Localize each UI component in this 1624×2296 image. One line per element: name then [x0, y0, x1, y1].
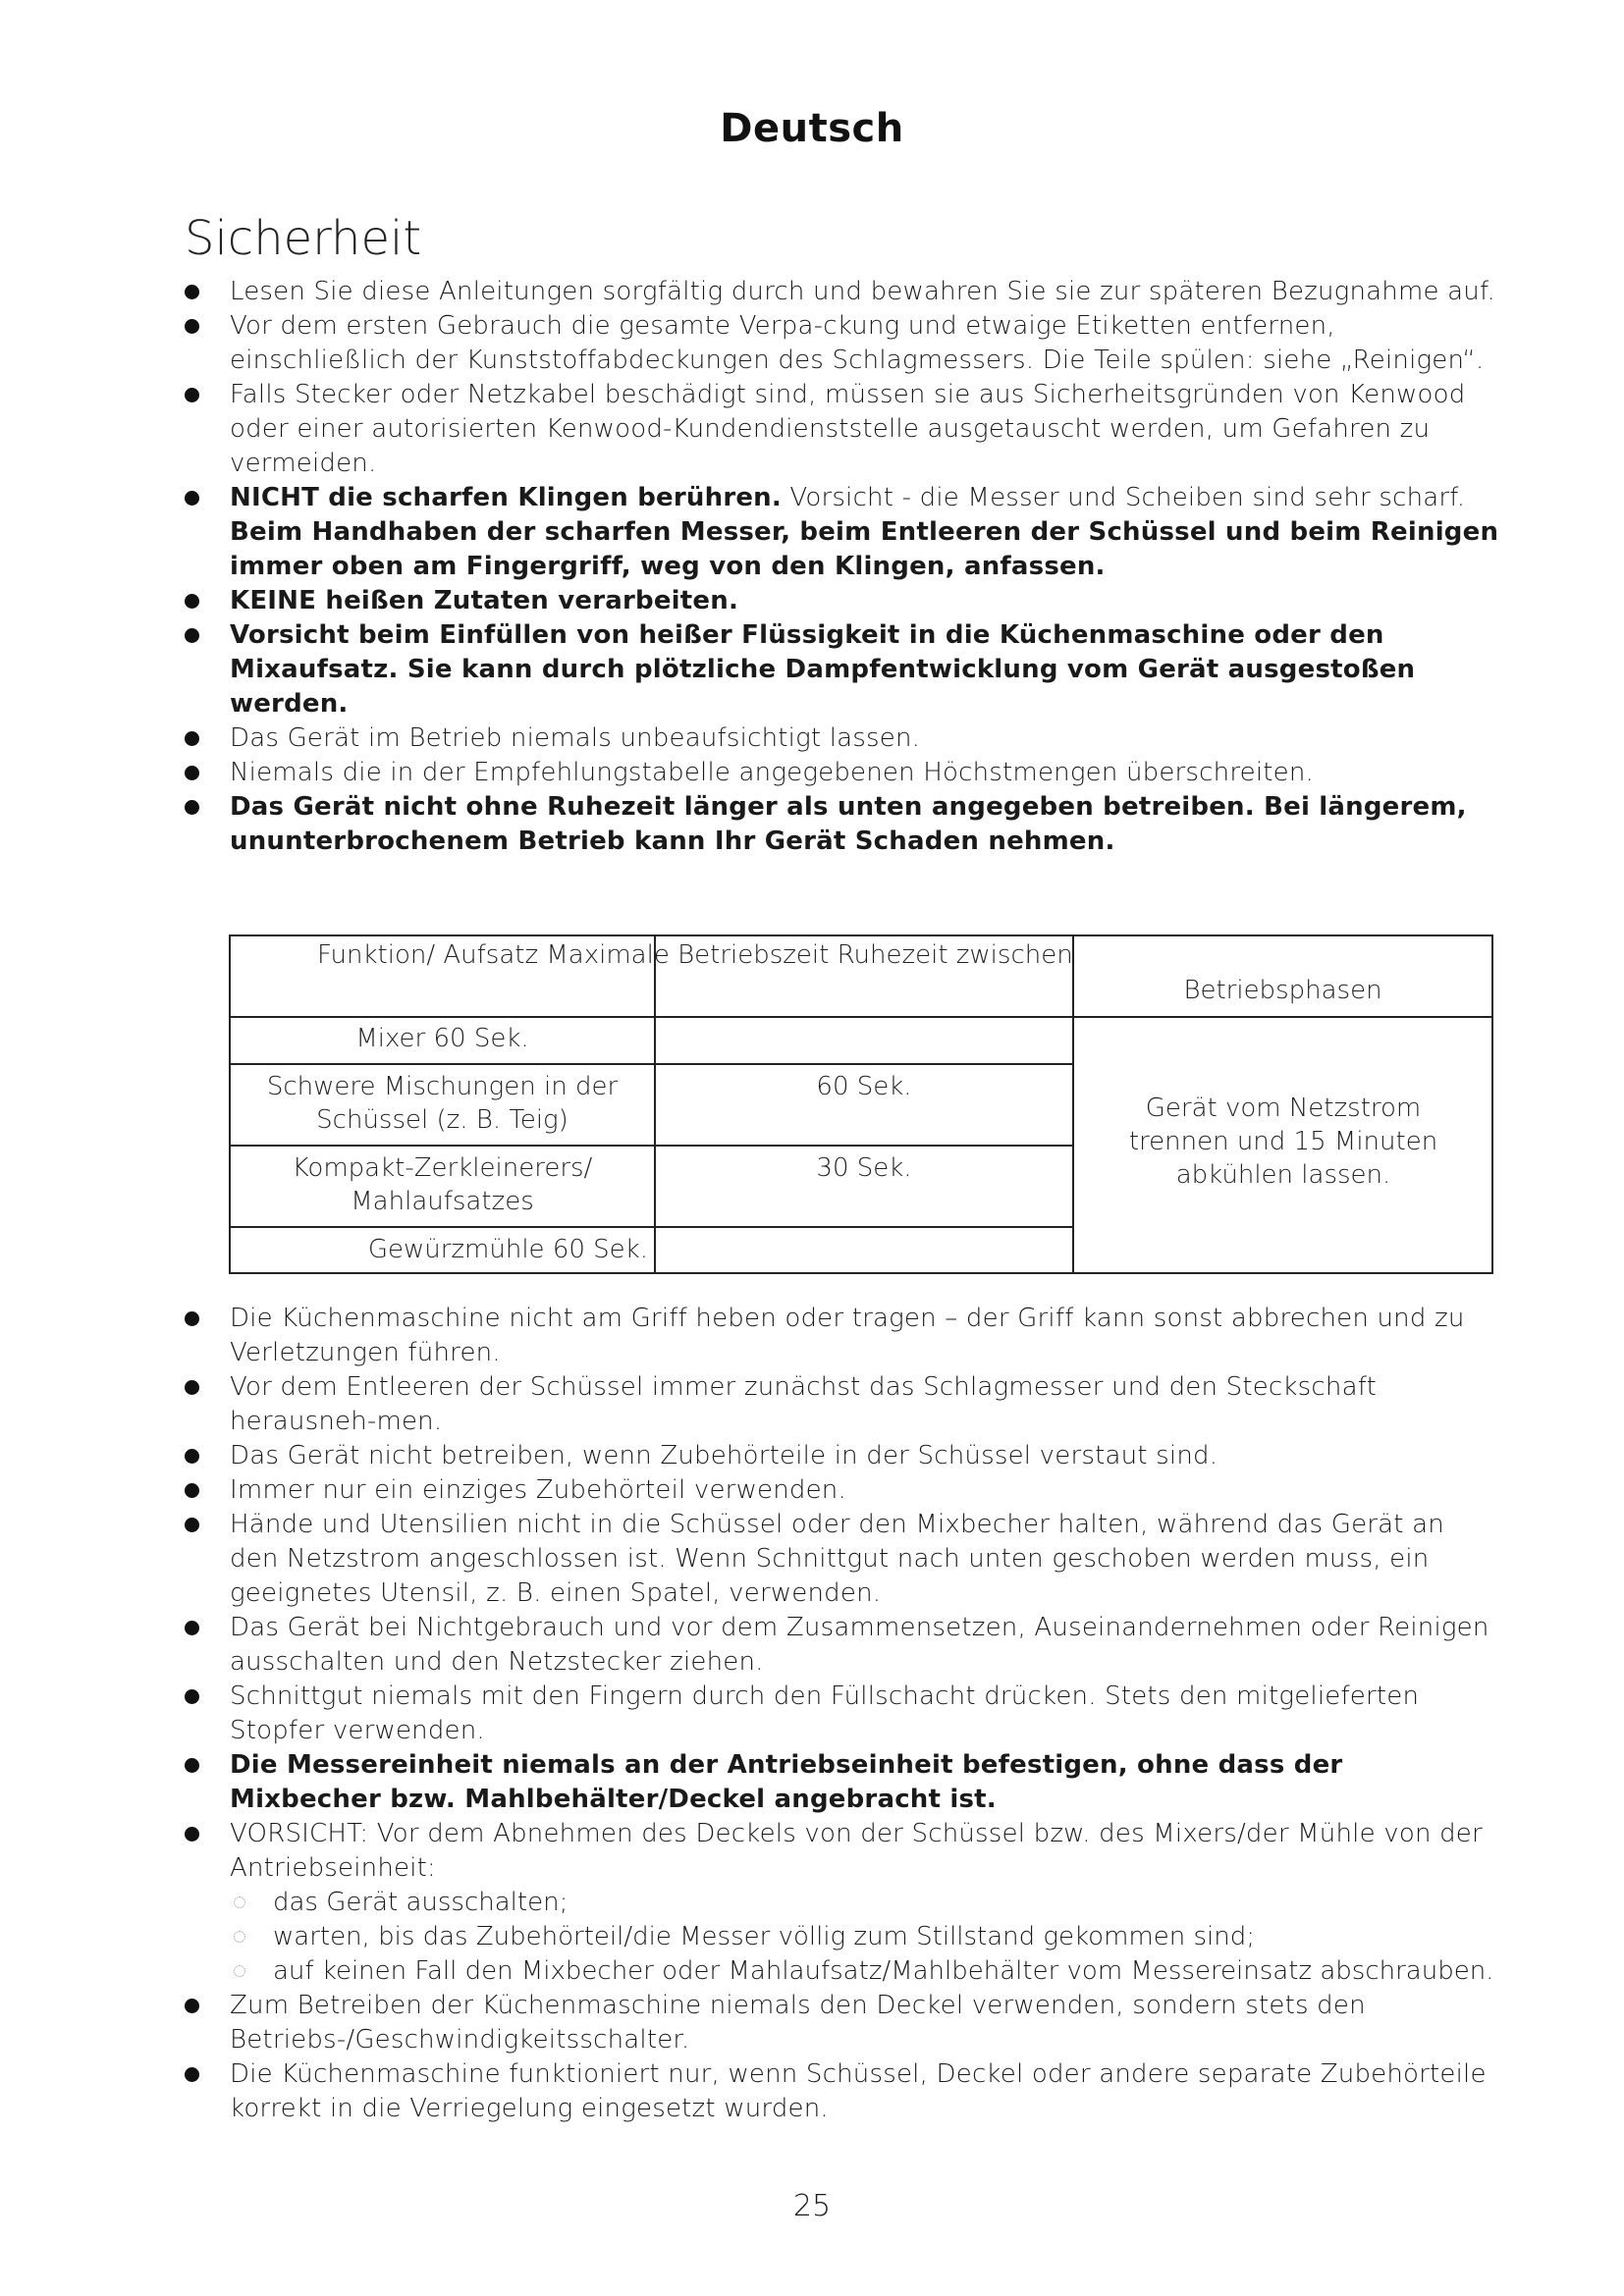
table-row-divider — [231, 1016, 1491, 1018]
safety-text: Lesen Sie diese Anleitungen sorgfältig durch und bewahren Sie sie zur späteren Bezugnahme auf. — [230, 277, 1495, 306]
page-heading: Deutsch — [720, 106, 904, 151]
safety-item — [185, 1989, 1500, 2057]
table-row-divider — [231, 1226, 1074, 1228]
safety-text: Falls Stecker oder Netzkabel beschädigt sind, müssen sie aus Sicherheitsgründen von Kenwood oder einer autorisierten Kenwood-Kundendienststelle ausgetauscht werden, um Gefahren zu vermeiden. — [230, 380, 1466, 478]
safety-item — [185, 1680, 1500, 1748]
safety-item — [185, 378, 1500, 481]
table-rest-note: Gerät vom Netzstrom trennen und 15 Minuten abkühlen lassen. — [1128, 1094, 1438, 1190]
safety-text-bold: Das Gerät nicht ohne Ruhezeit länger als unten angegeben betreiben. Bei längerem, ununterbrochenem Betrieb kann Ihr Gerät Schaden nehmen. — [230, 792, 1467, 856]
safety-text-bold: Beim Handhaben der scharfen Messer, beim Entleeren der Schüssel und beim Reinigen immer oben am Fingergriff, weg von den Klingen, anfassen. — [230, 517, 1499, 581]
safety-item — [185, 790, 1500, 859]
safety-text-bold: Vorsicht beim Einfüllen von heißer Flüssigkeit in die Küchenmaschine oder den Mixaufsatz. Sie kann durch plötzliche Dampfentwicklung vom Gerät ausgestoßen werden. — [230, 620, 1416, 719]
safety-text: Schnittgut niemals mit den Fingern durch den Füllschacht drücken. Stets den mitgelieferten Stopfer verwenden. — [230, 1682, 1420, 1745]
safety-item — [185, 275, 1500, 309]
table-cell-function: Gewürzmühle 60 Sek. — [367, 1235, 648, 1264]
safety-text: Das Gerät bei Nichtgebrauch und vor dem Zusammensetzen, Auseinandernehmen oder Reinigen ausschalten und den Netzstecker ziehen. — [230, 1613, 1489, 1677]
safety-subitem: auf keinen Fall den Mixbecher oder Mahlaufsatz/Mahlbehälter vom Messereinsatz abschrauben. — [230, 1954, 1500, 1989]
safety-item — [185, 1302, 1500, 1370]
safety-item — [185, 309, 1500, 378]
operating-time-table — [229, 934, 1493, 1274]
safety-item — [185, 2057, 1500, 2126]
safety-subitem: warten, bis das Zubehörteil/die Messer völlig zum Stillstand gekommen sind; — [230, 1920, 1500, 1954]
safety-sublist — [230, 1886, 1500, 1989]
safety-text: VORSICHT: Vor dem Abnehmen des Deckels von der Schüssel bzw. des Mixers/der Mühle von der Antriebseinheit: — [230, 1819, 1483, 1883]
safety-text: Vorsicht - die Messer und Scheiben sind sehr scharf. — [781, 483, 1466, 512]
safety-item — [185, 721, 1500, 756]
safety-text-bold: KEINE heißen Zutaten verarbeiten. — [230, 586, 739, 615]
table-cell-time: 60 Sek. — [816, 1072, 912, 1101]
safety-subitem: das Gerät ausschalten; — [230, 1886, 1500, 1920]
safety-text: Das Gerät im Betrieb niemals unbeaufsichtigt lassen. — [230, 723, 921, 753]
safety-item — [185, 618, 1500, 721]
safety-text: Die Küchenmaschine nicht am Griff heben oder tragen – der Griff kann sonst abbrechen und zu Verletzungen führen. — [230, 1304, 1465, 1367]
table-header-sub: Betriebsphasen — [1183, 976, 1382, 1005]
safety-text: Vor dem Entleeren der Schüssel immer zunächst das Schlagmesser und den Steckschaft herausneh-men. — [230, 1372, 1378, 1436]
table-row-divider — [231, 1145, 1074, 1147]
safety-item — [185, 1439, 1500, 1473]
safety-text-bold: Die Messereinheit niemals an der Antriebseinheit befestigen, ohne dass der Mixbecher bzw. Mahlbehälter/Deckel angebracht ist. — [230, 1750, 1343, 1814]
safety-text: Niemals die in der Empfehlungstabelle angegebenen Höchstmengen überschreiten. — [230, 758, 1315, 787]
table-cell-function: Kompakt-Zerkleinerers/ Mahlaufsatzes — [292, 1153, 593, 1216]
safety-item — [185, 584, 1500, 618]
safety-item — [185, 1748, 1500, 1817]
safety-item — [185, 1817, 1500, 1989]
safety-text: Hände und Utensilien nicht in die Schüssel oder den Mixbecher halten, während das Gerät an den Netzstrom angeschlossen ist. Wenn Schnittgut nach unten geschoben werden muss, ein geeignetes Utensil, z. B. einen Spatel, verwenden. — [230, 1510, 1444, 1608]
safety-item — [185, 481, 1500, 584]
safety-list-bottom — [185, 1302, 1500, 2126]
safety-text: Das Gerät nicht betreiben, wenn Zubehörteile in der Schüssel verstaut sind. — [230, 1441, 1218, 1470]
table-col-divider — [654, 936, 656, 1272]
safety-text: Vor dem ersten Gebrauch die gesamte Verpa-ckung und etwaige Etiketten entfernen, einschließlich der Kunststoffabdeckungen des Schlagmessers. Die Teile spülen: siehe „Reinigen“. — [230, 311, 1485, 375]
section-title: Sicherheit — [185, 211, 422, 266]
safety-item — [185, 1370, 1500, 1439]
safety-item — [185, 1473, 1500, 1508]
safety-list-top — [185, 275, 1500, 859]
safety-text: Zum Betreiben der Küchenmaschine niemals den Deckel verwenden, sondern stets den Betriebs-/Geschwindigkeitsschalter. — [230, 1991, 1366, 2055]
table-cell-function: Mixer 60 Sek. — [355, 1024, 529, 1053]
table-header: Funktion/ Aufsatz Maximale Betriebszeit Ruhezeit zwischen — [317, 940, 1073, 970]
safety-text-bold: NICHT die scharfen Klingen berühren. — [230, 483, 782, 512]
table-row-divider — [231, 1063, 1074, 1065]
table-cell-time: 30 Sek. — [816, 1153, 912, 1183]
safety-text: Die Küchenmaschine funktioniert nur, wenn Schüssel, Deckel oder andere separate Zubehörteile korrekt in die Verriegelung eingesetzt wurden. — [230, 2059, 1487, 2123]
safety-item — [185, 1611, 1500, 1680]
safety-text: Immer nur ein einziges Zubehörteil verwenden. — [230, 1475, 846, 1505]
table-cell-function: Schwere Mischungen in der Schüssel (z. B. Teig) — [266, 1072, 619, 1135]
safety-item — [185, 1508, 1500, 1611]
page-number: 25 — [792, 2189, 832, 2223]
safety-item — [185, 756, 1500, 790]
